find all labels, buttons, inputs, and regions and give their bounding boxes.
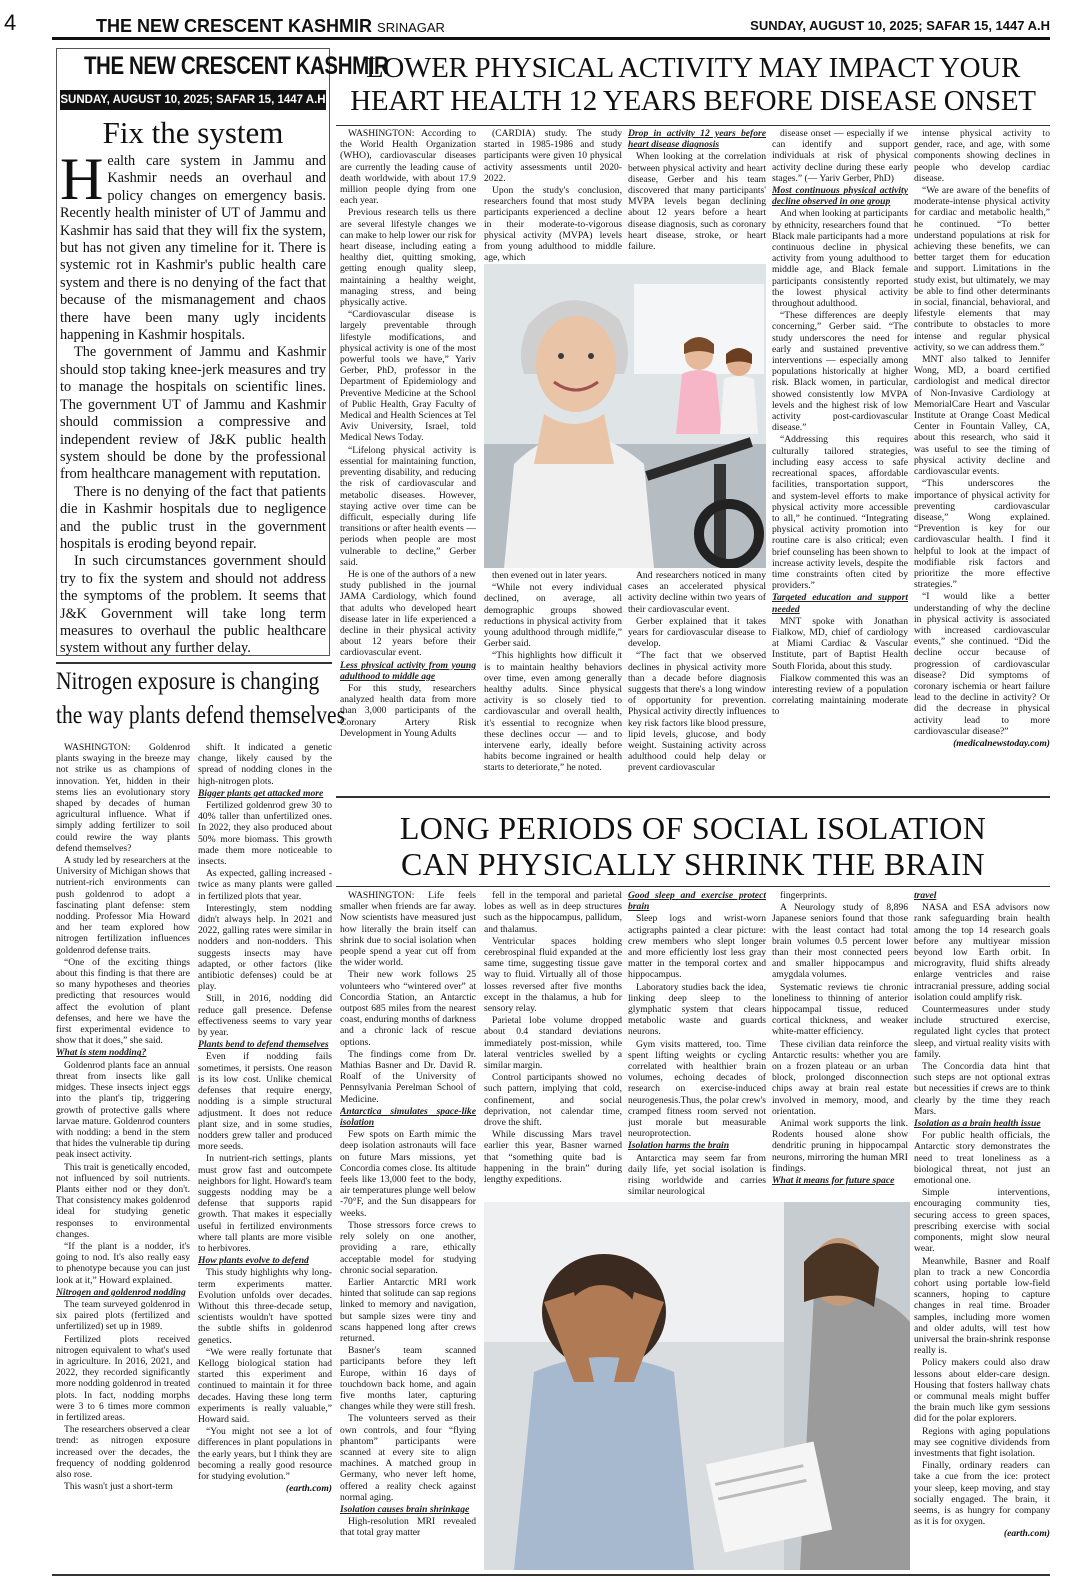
paragraph: Gym visits mattered, too. Time spent lifting weights or cycling correlated with healthier brain volumes, echoing decades of research on exercise-induced neurogenesis.Thus, the polar crew's cramped fitness room served not just morale but measurable neuroprotection. [628, 1038, 766, 1140]
paragraph: shift. It indicated a genetic change, likely caused by the spread of nodding clones in the high-nitrogen plots. [198, 742, 332, 787]
paragraph: Control participants showed no such pattern, implying that cold, confinement, and social deprivation, not calendar time, drove the shift. [484, 1072, 622, 1129]
drop-cap: H [60, 146, 104, 212]
paragraph: “While not every individual declined, on average, all demographic groups showed reductions in physical activity from young adulthood through midlife,” Gerber said. [484, 582, 622, 650]
paragraph: “Lifelong physical activity is essential for maintaining function, preventing disability, and reducing the risk of cardiovascular and metabolic diseases. However, staying active over time can be difficult, especially during life transitions or after health events — periods when people are most vulnerable to decline,” Gerber said. [340, 444, 476, 568]
editorial-paragraph: Health care system in Jammu and Kashmir needs an overhaul and policy changes on emergency basis. Recently health minister of UT of Jammu and Kashmir has said that they will fix the system, but has not given any timeline for it. There is systemic rot in Kashmir's public health care system and there is no denying of the fact that because of the mismanagement and chaos there have been many ugly incidents happening in Kashmir hospitals. [60, 146, 326, 344]
paragraph: Systematic reviews tie chronic loneliness to thinning of anterior hippocampal tissue, reduced cortical thickness, and weaker white-matter efficiency. [772, 981, 908, 1038]
subhead: Nitrogen and goldenrod nodding [56, 1286, 186, 1298]
paragraph: Countermeasures under study include structured exercise, regulated light cycles that protect sleep, and virtual reality visits with family. [914, 1004, 1050, 1060]
paragraph: Fertilized plots received nitrogen equivalent to what's used in agriculture. In 2016, 2021, and 2022, they recorded significantly more nodding goldenrod in treated plots. In fact, nodding morphs were 3 to 6 times more common in fertilized areas. [56, 1333, 190, 1423]
rule [56, 662, 332, 664]
nitrogen-headline-line1: Nitrogen exposure is changing [56, 668, 320, 695]
paragraph: WASHINGTON: Life feels smaller when friends are far away. Now scientists have measured just how literally the brain itself can shrink due to social isolation when people spend a year cut off from the wider world. [340, 890, 476, 969]
paragraph: Antarctica may seem far from daily life, yet social isolation is rising worldwide and carries similar neurological [628, 1152, 766, 1198]
brain-column-2 [484, 890, 622, 1200]
paragraph: “We were really fortunate that Kellogg biological station had started this experiment and continued to maintain it for three decades. Having these long term experiments is really valuable,” Howard said. [198, 1346, 332, 1425]
paragraph: This study highlights why long-term experiments matter. Evolution unfolds over decades. Without this three-decade setup, scientists wouldn't have spotted the subtle shifts in goldenrod genetics. [198, 1267, 332, 1346]
paragraph: In nutrient-rich settings, plants must grow fast and outcompete neighbors for light. Howard's team suggests nodding may be a defense that supports rapid growth. That makes it especially useful in fertilized environments where tall plants are more visible to herbivores. [198, 1153, 332, 1254]
nitrogen-headline-line2: the way plants defend themselves [56, 702, 345, 729]
source-credit: (earth.com) [285, 1483, 332, 1495]
heart-headline-line1: LOWER PHYSICAL ACTIVITY MAY IMPACT YOUR [365, 52, 1020, 84]
brain-headline-line2: CAN PHYSICALLY SHRINK THE BRAIN [401, 846, 985, 882]
subhead: travel [914, 890, 937, 901]
paragraph: Goldenrod plants face an annual threat from insects like gall midges. These insects inject eggs into the plant's tip, triggering growth of protective galls where larvae mature. Goldenrod counters with nodding: a bend in the stem that hides the vulnerable tip during peak insect activity. [56, 1059, 190, 1161]
subhead: Antarctica simulates space-like isolation [340, 1105, 476, 1129]
paragraph: “Addressing this requires culturally tailored strategies, including easy access to safe recreational spaces, affordable facilities, transportation support, and system-level efforts to make physical activity more accessible to all,” he continued. “Integrating physical activity promotion into routine care is also critical; even brief counseling has been shown to increase activity levels, despite the time constraints often cited by providers.” [772, 434, 908, 592]
page-header [4, 8, 1050, 40]
brain-column-5 [914, 890, 1050, 1572]
paragraph: Fertilized goldenrod grew 30 to 40% taller than unfertilized ones. In 2022, they also produced about 50% more biomass. This growth made them more noticeable to insects. [198, 800, 332, 868]
paragraph: As expected, galling increased - twice as many plants were galled in fertilized plots that year. [198, 868, 332, 902]
nitrogen-headline [56, 665, 345, 733]
paragraph: Their new work follows 25 volunteers who “wintered over” at Concordia Station, an Antarctic outpost 685 miles from the nearest coast, enduring months of darkness and a chronic lack of rescue options. [340, 969, 476, 1048]
paragraph: “We are aware of the benefits of moderate-intense physical activity for cardiac and metabolic health,” he continued. “To better understand populations at risk for achieving these benefits, we can better target them for education and support. Limitations in the study exist, but ultimately, we may be able to find other determinants in social, financial, behavioral, and lifestyle elements that may contribute to obstacles to more intense and regular physical activity, so we can address them.” [914, 185, 1050, 353]
paragraph: Simple interventions, encouraging community ties, securing access to green spaces, prescribing exercise with social components, might slow neural wear. [914, 1187, 1050, 1255]
paragraph: Interestingly, stem nodding didn't always help. In 2021 and 2022, galling rates were similar in nodders and non-nodders. This suggests insects may have adapted, or other factors (like antibiotic defenses) could be at play. [198, 902, 332, 993]
subhead: What it means for future space [772, 1175, 895, 1187]
paragraph: MNT spoke with Jonathan Fialkow, MD, chief of cardiology at Miami Cardiac & Vascular Institute, part of Baptist Health South Florida, about this study. [772, 615, 908, 672]
paragraph: fell in the temporal and parietal lobes as well as in deep structures such as the hippocampus, pallidum, and thalamus. [484, 890, 622, 935]
editorial-paragraph: There is no denying of the fact that patients die in Kashmir hospitals due to negligence and the public trust in the government hospitals is eroding beyond repair. [60, 483, 326, 552]
subhead: Targeted education and support needed [772, 592, 908, 615]
paragraph: NASA and ESA advisors now rank safeguarding brain health among the top 14 research goals before any multiyear mission beyond low Earth orbit. In microgravity, fluid shifts already enlarge ventricles and raise intracranial pressure, adding social isolation could amplify risk. [914, 902, 1050, 1003]
subhead: What is stem nodding? [56, 1047, 147, 1059]
isolation-photo [484, 1202, 910, 1570]
heart-headline [336, 52, 1050, 118]
subhead: Isolation as a brain health issue [914, 1118, 1041, 1130]
paragraph: And when looking at participants by ethnicity, researchers found that Black male participants had a more continuous decline in physical activity from young adulthood to middle age, and Black female participants consistently reported the lowest physical activity throughout adulthood. [772, 208, 908, 310]
paragraph: Meanwhile, Basner and Roalf plan to track a new Concordia cohort using portable low-field scanners, hoping to capture changes in real time. Broader samples, including more women and older adults, will test how universal the brain-shrink response really is. [914, 1255, 1050, 1357]
footer-rule [52, 1574, 1050, 1576]
paragraph: Regions with aging populations may see cognitive dividends from investments that fight isolation. [914, 1425, 1050, 1459]
paragraph: Parietal lobe volume dropped about 0.4 standard deviations immediately post-mission, while lateral ventricles swelled by a similar margin. [484, 1015, 622, 1072]
paragraph: intense physical activity to gender, race, and age, with some components showing declines in people who develop cardiac disease. [914, 128, 1050, 184]
paragraph: This wasn't just a short-term [64, 1481, 173, 1493]
paragraph: “This highlights how difficult it is to maintain healthy behaviors over time, even among generally healthy adults. Since physical activity is so closely tied to cardiovascular and overall health, it's essential to recognize when these declines occur — and to intervene early, ideally before habits become ingrained or health starts to deteriorate,” he noted. [484, 650, 622, 774]
editorial-body [60, 146, 326, 657]
paragraph: Still, in 2016, nodding did reduce gall presence. Defense effectiveness seems to vary year by year. [198, 993, 332, 1039]
paragraph: Sleep logs and wrist-worn actigraphs painted a clear picture: crew members who slept longer and more efficiently lost less gray matter in the temporal cortex and hippocampus. [628, 913, 766, 981]
paragraph: A Neurology study of 8,896 Japanese seniors found that those with the least contact had total brain volumes 0.5 percent lower than their most connected peers and smaller hippocampus and amygdala volumes. [772, 902, 908, 981]
paragraph: The researchers observed a clear trend: as nitrogen exposure increased over the decades, the frequency of nodding goldenrod also rose. [56, 1424, 190, 1480]
paragraph: “The fact that we observed declines in physical activity more than a decade before diagnosis suggests that there's a long window of opportunity for prevention. Physical activity directly influences key risk factors like blood pressure, lipid levels, glucose, and body weight. Sustaining activity across adulthood could help delay or prevent cardiovascular [628, 650, 766, 774]
editorial-paragraph: In such circumstances government should try to fix the system and should not address the symptoms of the problem. It seems that J&K Government will take long term measures to overhaul the public healthcare system without any further delay. [60, 553, 326, 657]
paragraph: Gerber explained that it takes years for cardiovascular disease to develop. [628, 615, 766, 650]
heart-headline-line2: HEART HEALTH 12 YEARS BEFORE DISEASE ONSET [350, 85, 1036, 117]
nitrogen-column-1 [56, 742, 190, 1572]
subhead: Isolation harms the brain [628, 1140, 730, 1152]
heart-column-3-top [628, 128, 766, 263]
paragraph: “I would like a better understanding of why the decline in physical activity is associated with increased cardiovascular events,” she continued. “Did the decline occur because of progression of cardiovascular disease? Did symptoms of coronary ischemia or heart failure lead to the decline in activity? Or did the decrease in physical activity lead to more cardiovascular disease?” [914, 591, 1050, 737]
page-number: 4 [4, 10, 17, 35]
paragraph: Even if nodding fails sometimes, it persists. One reason is its low cost. Unlike chemical defenses that require energy, nodding is a simple structural adjustment. It does not reduce plant size, and in some studies, nodders grew taller and produced more seeds. [198, 1051, 332, 1153]
paragraph: He is one of the authors of a new study published in the journal JAMA Cardiology, which found that adults who developed heart disease later in life experienced a decline in their physical activity about 12 years before their cardiovascular event. [340, 568, 476, 659]
heart-column-1 [340, 128, 476, 788]
heart-column-2-bottom [484, 570, 622, 788]
paragraph: Earlier Antarctic MRI work hinted that solitude can sap regions linked to memory and navigation, but sample sizes were tiny and scans happened long after crews returned. [340, 1276, 476, 1344]
paragraph: “If the plant is a nodder, it's going to nod. It's also really easy to phenotype because you can just look at it,” Howard explained. [56, 1240, 190, 1286]
paragraph: Few spots on Earth mimic the deep isolation astronauts will face on future Mars missions, yet Concordia comes close. Its altitude feels like 13,000 feet to the body, air temperatures plunge well below -70°F, and the Sun disappears for weeks. [340, 1129, 476, 1219]
editorial-title: Fix the system [102, 115, 284, 150]
heart-column-4 [772, 128, 908, 788]
subhead: Isolation causes brain shrinkage [340, 1503, 470, 1515]
subhead: Drop in activity 12 years before heart disease diagnosis [628, 128, 766, 151]
paragraph: Fialkow commented this was an interesting review of a population correlating maintaining moderate to [772, 672, 908, 718]
paragraph: The Concordia data hint that such steps are not optional extras but necessities if crews are to think clearly by the time they reach Mars. [914, 1061, 1050, 1117]
brain-headline-line1: LONG PERIODS OF SOCIAL ISOLATION [399, 810, 987, 846]
paragraph: WASHINGTON: According to the World Health Organization (WHO), cardiovascular diseases are currently the leading cause of death worldwide, with about 17.9 million people dying from one each year. [340, 128, 476, 207]
paragraph: Previous research tells us there are several lifestyle changes we can make to help lower our risk for heart disease, including eating a healthy diet, quitting smoking, getting enough quality sleep, maintaining a healthy weight, managing stress, and being physically active. [340, 207, 476, 309]
brain-headline [336, 810, 1050, 882]
subhead: Good sleep and exercise protect brain [628, 890, 766, 913]
paragraph: Ventricular spaces holding cerebrospinal fluid expanded at the same time, suggesting tissue gave way to fluid. Virtually all of those losses reversed after five months except in the thalamus, a hub for sensory relay. [484, 935, 622, 1015]
nitrogen-column-2 [198, 742, 332, 1572]
brain-column-1 [340, 890, 476, 1572]
paragraph: And researchers noticed in many cases an accelerated physical activity decline within two years of their cardiovascular event. [628, 570, 766, 615]
subhead: Most continuous physical activity decline observed in one group [772, 185, 908, 208]
editorial-paper-name: THE NEW CRESCENT KASHMIR [83, 52, 389, 80]
heart-column-3-bottom [628, 570, 766, 788]
paragraph: The volunteers served as their own controls, and four “flying phantom” participants were scanned at every site to align machines. A matched group in Germany, who never left home, offered a reality check against normal aging. [340, 1413, 476, 1503]
paragraph: When looking at the correlation between physical activity and heart disease, Gerber and his team discovered that many participants' MVPA levels began declining about 12 years before a heart disease diagnosis, such as coronary heart disease, stroke, or heart failure. [628, 151, 766, 253]
rule [336, 886, 1050, 887]
paragraph: (CARDIA) study. The study started in 1985-1986 and study participants were given 10 physical activity assessments until 2020-2022. [484, 128, 622, 184]
subhead: Bigger plants get attacked more [198, 787, 324, 799]
paragraph: WASHINGTON: Goldenrod plants swaying in the breeze may not strike us as champions of innovation. Yet, hidden in their stems lies an evolutionary story shaped by decades of human agricultural influence. What if simply adding fertilizer to soil could rewire the way plants defend themselves? [56, 742, 190, 854]
editorial-paragraph: The government of Jammu and Kashmir should stop taking knee-jerk measures and try to manage the hospitals on scientific lines. The government UT of Jammu and Kashmir should commission a compressive and independent review of J&K public health system should be done by the professional from healthcare management with reputation. [60, 344, 326, 483]
paragraph: “This underscores the importance of physical activity for preventing cardiovascular disease,” Wong explained. “Prevention is key for our cardiovascular health. I find it helpful to look at the impact of modifiable risk factors and prioritize the more effective strategies.” [914, 478, 1050, 591]
exercise-photo-graphic [484, 264, 766, 568]
paragraph: While discussing Mars travel earlier this year, Basner warned that “something quite bad is happening in the brain” during lengthy expeditions. [484, 1129, 622, 1186]
paragraph: This trait is genetically encoded, not influenced by soil nutrients. Plants either nod or they don't. That consistency makes goldenrod ideal for studying genetic responses to environmental changes. [56, 1161, 190, 1240]
paragraph: These civilian data reinforce the Antarctic results: whether you are on a frozen plateau or an urban block, prolonged disconnection chips away at brain real estate involved in memory, mood, and orientation. [772, 1038, 908, 1117]
masthead-name: THE NEW CRESCENT KASHMIR [96, 16, 373, 36]
paragraph: Animal work supports the link. Rodents housed alone show dendritic pruning in hippocampal neurons, mirroring the human MRI findings. [772, 1118, 908, 1174]
editorial-date: SUNDAY, AUGUST 10, 2025; SAFAR 15, 1447 A.H [60, 90, 326, 110]
source-credit: (medicalnewstoday.com) [953, 737, 1050, 749]
paragraph: A study led by researchers at the University of Michigan shows that nutrient-rich environments can push goldenrod to adopt a fascinating plant defense: stem nodding. Professor Mia Howard and her team explored how nitrogen fertilization influences goldenrod defense traits. [56, 855, 190, 956]
isolation-photo-graphic [484, 1202, 910, 1570]
paragraph: Upon the study's conclusion, researchers found that most study participants experienced a decline in their moderate-to-vigorous physical activity (MVPA) levels from young adulthood to middle age, which [484, 185, 622, 263]
paragraph: disease onset — especially if we can identify and support individuals at risk of physical activity decline during these early stages.” (— Yariv Gerber, PhD) [772, 128, 908, 184]
paragraph: Those stressors force crews to rely solely on one another, providing a rare, ethically acceptable model for studying chronic social separation. [340, 1219, 476, 1276]
paragraph: Basner's team scanned participants before they left Europe, within 16 days of touchdown back home, and again five months later, capturing changes while they were still fresh. [340, 1345, 476, 1413]
paragraph: The team surveyed goldenrod in six paired plots (fertilized and unfertilized) set up in 1989. [56, 1298, 190, 1333]
heart-column-5 [914, 128, 1050, 792]
rule [336, 125, 1050, 126]
paragraph: “You might not see a lot of differences in plant populations in the early years, but I think they are becoming a really good resource for studying evolution.” [198, 1426, 332, 1482]
paragraph: The findings come from Dr. Mathias Basner and Dr. David R. Roalf of the University of Pennsylvania Perelman School of Medicine. [340, 1048, 476, 1105]
header-dateline: SUNDAY, AUGUST 10, 2025; SAFAR 15, 1447 A.H [750, 18, 1050, 33]
paragraph: MNT also talked to Jennifer Wong, MD, a board certified cardiologist and medical director of Non-Invasive Cardiology at MemorialCare Heart and Vascular Institute at Orange Coast Medical Center in Fountain Valley, CA, about this research, who said it was useful to see the timing of physical activity decline and cardiovascular events. [914, 354, 1050, 478]
subhead: How plants evolve to defend [198, 1255, 309, 1267]
exercise-photo [484, 264, 766, 568]
paragraph: “These differences are deeply concerning,” Gerber said. “The study underscores the need for early and sustained preventive interventions — especially among populations historically at higher risk. Black women, in particular, showed consistently low MVPA levels and the highest risk of low activity post-cardiovascular disease.” [772, 310, 908, 434]
masthead-title [96, 16, 445, 37]
brain-column-4 [772, 890, 908, 1200]
paragraph: Policy makers could also draw lessons about elder-care design. Housing that fosters hallway chats or communal meals might buffer the brain much like gym sessions did for the polar explorers. [914, 1357, 1050, 1425]
source-credit: (earth.com) [1003, 1528, 1050, 1540]
paragraph: Finally, ordinary readers can take a cue from the ice: protect your sleep, keep moving, and stay socially engaged. The brain, it seems, is as hungry for company as it is for oxygen. [914, 1460, 1050, 1528]
paragraph: “Cardiovascular disease is largely preventable through lifestyle modifications, and physical activity is one of the most powerful tools we have,” Yariv Gerber, PhD, professor in the Department of Epidemiology and Preventive Medicine at the School of Public Health, Gray Faculty of Medical and Health Sciences at Tel Aviv University, Israel, told Medical News Today. [340, 309, 476, 444]
paragraph: High-resolution MRI revealed that total gray matter [340, 1516, 476, 1539]
paragraph: fingerprints. [780, 890, 828, 901]
subhead: Less physical activity from young adulthood to middle age [340, 659, 476, 682]
paragraph: Laboratory studies back the idea, linking deep sleep to the glymphatic system that clears metabolic waste and guards neurons. [628, 981, 766, 1038]
rule [336, 796, 1050, 798]
paragraph: For public health officials, the Antarctic story demonstrates the need to treat loneliness as a biological threat, not just an emotional one. [914, 1130, 1050, 1187]
paragraph: “One of the exciting things about this finding is that there are so many hypotheses and theories predicting that resources would affect the evolution of plant defenses, and here we have the first experimental evidence to show that it does,” she said. [56, 956, 190, 1047]
brain-column-3 [628, 890, 766, 1200]
paragraph: For this study, researchers analyzed health data from more than 3,000 participants of the Coronary Artery Risk Development in Young Adults [340, 682, 476, 739]
subhead: Plants bend to defend themselves [198, 1039, 329, 1051]
masthead-city: SRINAGAR [377, 20, 445, 35]
heart-column-2-top [484, 128, 622, 263]
paragraph: then evened out in later years. [492, 570, 608, 581]
